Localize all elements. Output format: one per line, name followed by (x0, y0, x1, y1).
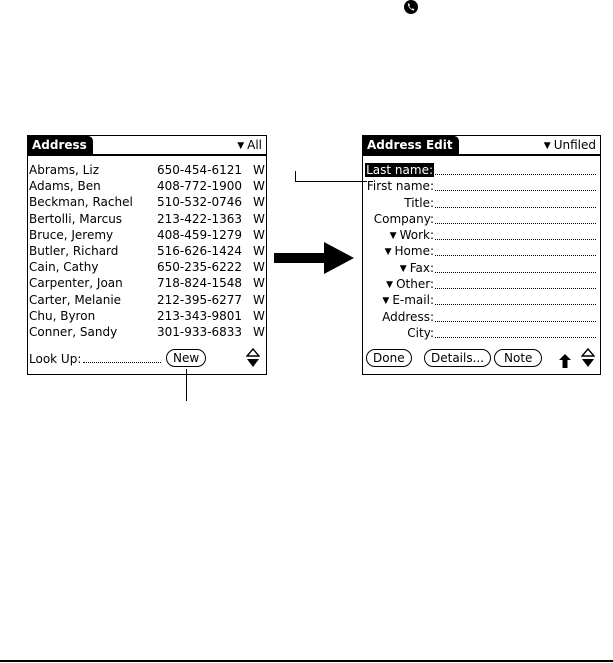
field-label (374, 211, 434, 227)
contact-name: Conner, Sandy (29, 324, 118, 339)
field-input[interactable] (435, 337, 596, 338)
phone-type: W (253, 227, 265, 242)
list-item[interactable] (28, 211, 266, 227)
list-item[interactable] (28, 308, 266, 324)
field-label-text: City: (407, 325, 434, 340)
contact-name: Bertolli, Marcus (29, 211, 123, 226)
category-label: All (247, 138, 262, 152)
new-button[interactable]: New (166, 349, 206, 367)
edit-field-row (363, 162, 600, 178)
phone-handset-icon (404, 0, 418, 14)
footer-rule (0, 660, 613, 662)
field-label-text: First name: (366, 179, 434, 194)
right-arrow-icon (274, 240, 354, 276)
list-item[interactable] (28, 178, 266, 194)
field-label-text: Address: (382, 309, 434, 324)
field-label (404, 195, 434, 211)
field-label-text: Home: (394, 244, 434, 259)
contact-name: Bruce, Jeremy (29, 227, 114, 242)
contact-name: Adams, Ben (29, 179, 101, 194)
category-label: Unfiled (553, 138, 596, 152)
contact-name: Abrams, Liz (29, 163, 100, 177)
phone-type: W (253, 308, 265, 323)
contact-phone: 510-532-0746 (157, 195, 243, 210)
list-item[interactable] (28, 324, 266, 340)
contact-name: Chu, Byron (29, 308, 96, 323)
details-button[interactable]: Details... (424, 349, 491, 367)
lookup-field[interactable] (29, 351, 161, 366)
field-label-dropdown[interactable] (382, 292, 434, 309)
field-input[interactable] (435, 272, 596, 273)
edit-field-row (363, 178, 600, 194)
contact-phone: 213-343-9801 (157, 308, 243, 323)
field-label-text: Other: (396, 277, 434, 292)
field-label-text: Company: (373, 211, 434, 226)
list-item[interactable] (28, 194, 266, 210)
field-label-text: Fax: (409, 260, 434, 275)
category-dropdown[interactable] (544, 136, 596, 155)
edit-field-row (363, 309, 600, 325)
contact-name: Cain, Cathy (29, 260, 99, 275)
list-item[interactable] (28, 243, 266, 259)
phone-type: W (253, 276, 265, 291)
field-input[interactable] (435, 174, 596, 175)
list-item[interactable] (28, 227, 266, 243)
category-dropdown[interactable] (237, 136, 262, 155)
field-label (407, 325, 434, 341)
field-label-text: Last name: (366, 163, 433, 177)
app-title: Address Edit (363, 136, 459, 154)
contact-phone: 408-772-1900 (157, 179, 243, 194)
lookup-input[interactable] (83, 351, 161, 363)
contact-phone: 213-422-1363 (157, 211, 243, 226)
contact-phone: 516-626-1424 (157, 243, 243, 258)
edit-field-row (363, 260, 600, 276)
contact-phone: 408-459-1279 (157, 227, 243, 242)
triangle-down-icon: ▼ (384, 247, 392, 258)
field-input[interactable] (435, 190, 596, 191)
lookup-label: Look Up: (29, 352, 82, 366)
phone-type: W (253, 195, 265, 210)
phone-type: W (253, 292, 265, 307)
edit-field-row (363, 211, 600, 227)
address-list (28, 162, 266, 340)
contact-phone: 301-933-6833 (157, 324, 243, 339)
field-input[interactable] (435, 207, 596, 208)
phone-type: W (253, 163, 265, 177)
list-item[interactable] (28, 259, 266, 275)
field-label-dropdown[interactable] (390, 227, 434, 244)
triangle-down-icon: ▼ (389, 231, 397, 242)
edit-field-row (363, 276, 600, 292)
edit-field-row (363, 227, 600, 243)
contact-phone: 718-824-1548 (157, 276, 243, 291)
callout-line-new (186, 369, 187, 401)
triangle-down-icon: ▼ (386, 280, 394, 291)
phone-type: W (253, 260, 265, 275)
app-title: Address (28, 136, 93, 154)
phone-type: W (253, 243, 265, 258)
up-arrow-icon[interactable] (559, 354, 571, 368)
field-input[interactable] (435, 255, 596, 256)
contact-phone: 212-395-6277 (157, 292, 243, 307)
address-edit-screen (362, 135, 601, 375)
callout-line-horizontal (295, 181, 367, 182)
field-input[interactable] (435, 321, 596, 322)
list-item[interactable] (28, 292, 266, 308)
field-label-dropdown[interactable] (400, 260, 434, 277)
contact-phone: 650-235-6222 (157, 260, 243, 275)
field-input[interactable] (435, 304, 596, 305)
phone-type: W (253, 211, 265, 226)
triangle-down-icon: ▼ (399, 263, 407, 274)
field-label-text: Title: (404, 195, 434, 210)
field-label-text: Work: (399, 228, 434, 243)
triangle-down-icon: ▼ (382, 296, 390, 307)
field-label (365, 162, 434, 178)
field-label-text: E-mail: (392, 293, 434, 308)
triangle-down-icon: ▼ (543, 141, 551, 151)
field-input[interactable] (435, 239, 596, 240)
edit-field-row (363, 325, 600, 341)
triangle-down-icon: ▼ (237, 141, 245, 151)
edit-fields (363, 162, 600, 341)
phone-type: W (253, 179, 265, 194)
field-input[interactable] (435, 223, 596, 224)
field-label-dropdown[interactable] (386, 276, 434, 293)
contact-name: Carter, Melanie (29, 292, 122, 307)
list-item[interactable] (28, 275, 266, 291)
field-label (382, 309, 434, 325)
contact-phone: 650-454-6121 (157, 163, 243, 177)
scroll-arrows-icon[interactable] (581, 348, 595, 368)
field-label (367, 178, 434, 194)
contact-name: Beckman, Rachel (29, 195, 133, 210)
title-bar (28, 136, 266, 156)
phone-type: W (253, 324, 265, 339)
field-label-dropdown[interactable] (385, 243, 434, 260)
scroll-arrows-icon[interactable] (246, 348, 260, 368)
field-input[interactable] (435, 288, 596, 289)
note-button[interactable]: Note (494, 349, 542, 367)
edit-field-row (363, 243, 600, 259)
done-button[interactable]: Done (366, 349, 412, 367)
contact-name: Carpenter, Joan (29, 276, 123, 291)
edit-field-row (363, 195, 600, 211)
list-item[interactable] (28, 162, 266, 178)
contact-name: Butler, Richard (29, 243, 119, 258)
address-list-screen (27, 135, 267, 375)
title-bar (363, 136, 600, 156)
edit-field-row (363, 292, 600, 308)
